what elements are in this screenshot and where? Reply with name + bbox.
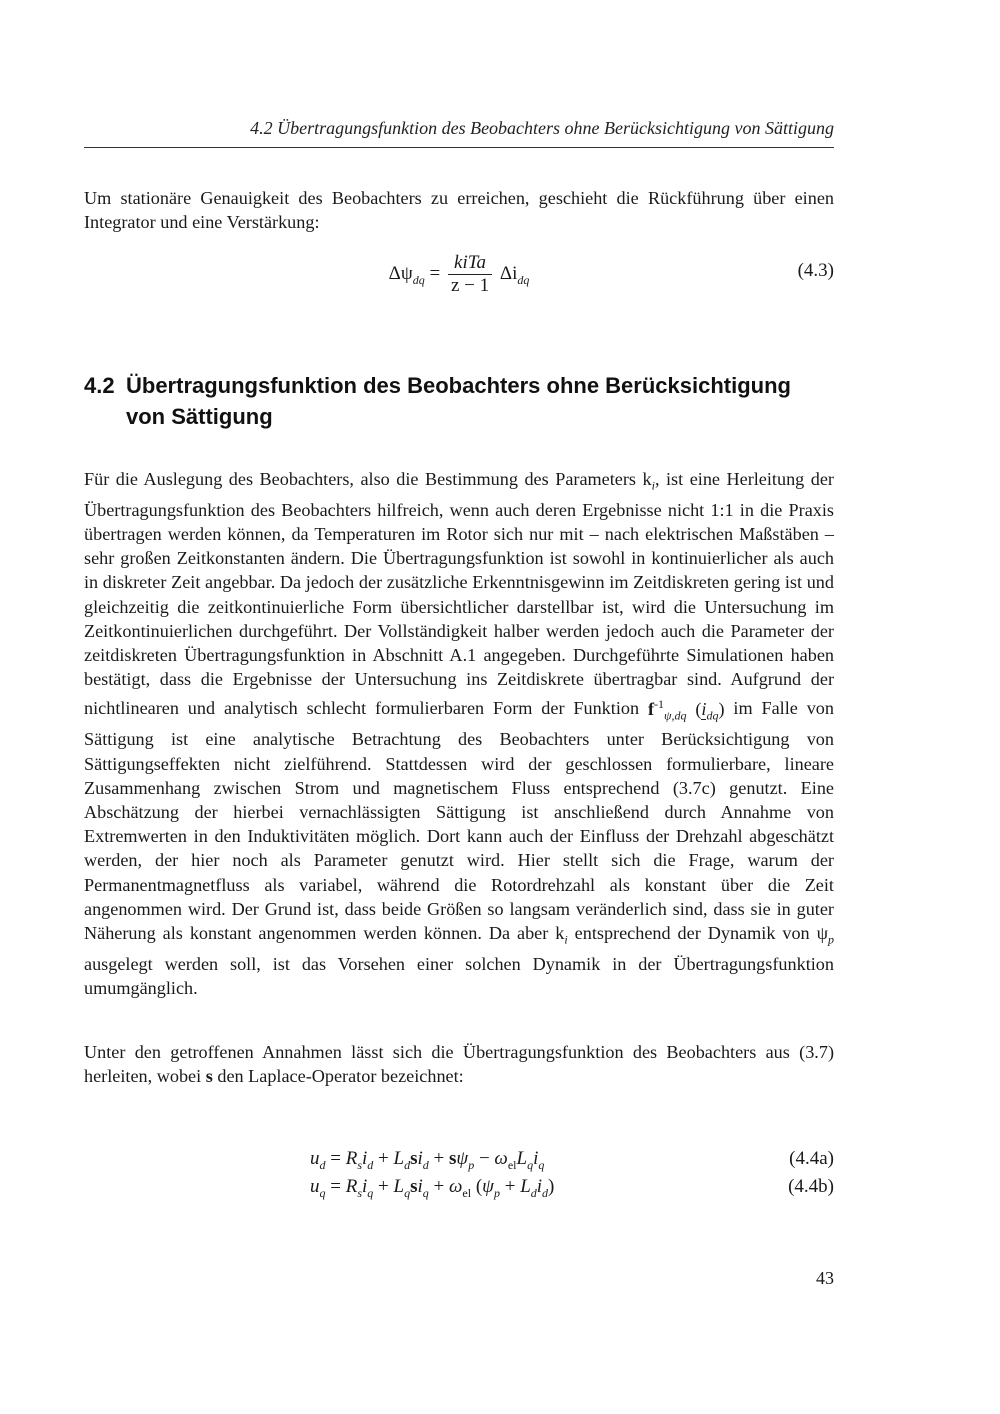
equation-4-4b xyxy=(84,1176,834,1202)
main-paragraph: Für die Auslegung des Beobachters, also die Bestimmung des Parameters $k_i$, ist eine Herleitung der Übertragungsfunktion des Beobachters hilfreich, wenn auch deren Ergebnisse nicht 1:1 in die Praxis übertragen werden können, da Temperaturen im Rotor sich nur mit – nach elektrischen Maßstäben – sehr großen Zeitkonstanten ändern. Die Übertragungsfunktion ist sowohl in kontinuierlicher als auch in diskreter Zeit angebbar. Da jedoch der zusätzliche Erkenntnisgewinn im Zeitdiskreten gering ist und gleichzeitig die zeitkontinuierliche Form übersichtlicher darstellbar ist, wird die Untersuchung im Zeitkontinuierlichen durchgeführt. Der Vollständigkeit halber werden jedoch auch die Parameter der zeitdiskreten Übertragungsfunktion in Abschnitt A.1 angegeben. Durchgeführte Simulationen haben bestätigt, dass die Ergebnisse der Untersuchung ins Zeitdiskrete übertragbar sind. Aufgrund der nichtlinearen und analytisch schlecht formulierbaren Form der Funktion $f^{-1}_{\psi,dq}$ $(i_{dq})$ im Falle von Sättigung ist eine analytische Betrachtung des Beobachters unter Berücksichtigung von Sättigungseffekten nicht zielführend. Stattdessen wird der geschlossen formulierbare, lineare Zusammenhang zwischen Strom und magnetischem Fluss entsprechend (3.7c) genutzt. Eine Abschätzung der hierbei vernachlässigten Sättigung ist anschließend durch Annahme von Extremwerten in den Induktivitäten möglich. Dort kann auch der Einfluss der Drehzahl abgeschätzt werden, der hier noch als Parameter genutzt wird. Hier stellt sich die Frage, warum der Permanentmagnetfluss als variabel, während die Rotordrehzahl als konstant über die Zeit angenommen wird. Der Grund ist, dass beide Größen so langsam veränderlich sind, dass sie in guter Näherung als konstant angenommen werden können. Da aber $k_i$ entsprechend der Dynamik von $\psi_p$ ausgelegt werden soll, ist das Vorsehen einer solchen Dynamik in der Übertragungsfunktion umumgänglich. xyxy=(84,469,834,999)
running-header: 4.2 Übertragungsfunktion des Beobachters ohne Berücksichtigung von Sättigung xyxy=(250,118,834,138)
eq-fraction: $\frac{\text{kiTa}}{z - 1}$ xyxy=(448,252,492,297)
header-rule xyxy=(84,147,834,148)
section-title-line1: Übertragungsfunktion des Beobachters ohne Berücksichtigung xyxy=(126,373,791,398)
equation-number: (4.4a) xyxy=(789,1148,834,1169)
laplace-paragraph: Unter den getroffenen Annahmen lässt sich die Übertragungsfunktion des Beobachters aus (3.7) herleiten, wobei s den Laplace-Operator bezeichnet: xyxy=(84,1042,834,1087)
equation-4-4a xyxy=(84,1148,834,1174)
inverse-function-symbol: $f^{-1}_{\psi,dq}$ $(i_{dq})$ xyxy=(647,696,725,723)
eq-rhs: $\Delta i_{dq}$ xyxy=(499,262,530,287)
section-heading xyxy=(84,370,844,432)
equation-4-3 xyxy=(84,252,834,296)
equation-4-4a-body: $u_d = R_si_d + L_dsi_d + s\psi_p - \omega_{el}L_qi_q$ xyxy=(310,1148,545,1172)
equation-number: (4.3) xyxy=(797,260,834,281)
page-number: 43 xyxy=(816,1268,834,1288)
section-number: 4.2 xyxy=(84,373,115,398)
equation-4-3-body: $\Delta\psi_{dq}$ = $\frac{\text{kiTa}}{z - 1}$ $\Delta i_{dq}$ xyxy=(388,252,530,296)
intro-paragraph: Um stationäre Genauigkeit des Beobachters zu erreichen, geschieht die Rückführung über einen Integrator und eine Verstärkung: xyxy=(84,188,834,233)
section-title-line2: von Sättigung xyxy=(126,404,273,429)
equation-4-4b-body: $u_q = R_si_q + L_qsi_q + \omega_{el}$ $(\psi_p + L_di_d)$ xyxy=(310,1176,555,1200)
eq-lhs: $\Delta\psi_{dq}$ xyxy=(388,262,425,287)
equation-number: (4.4b) xyxy=(788,1176,834,1197)
